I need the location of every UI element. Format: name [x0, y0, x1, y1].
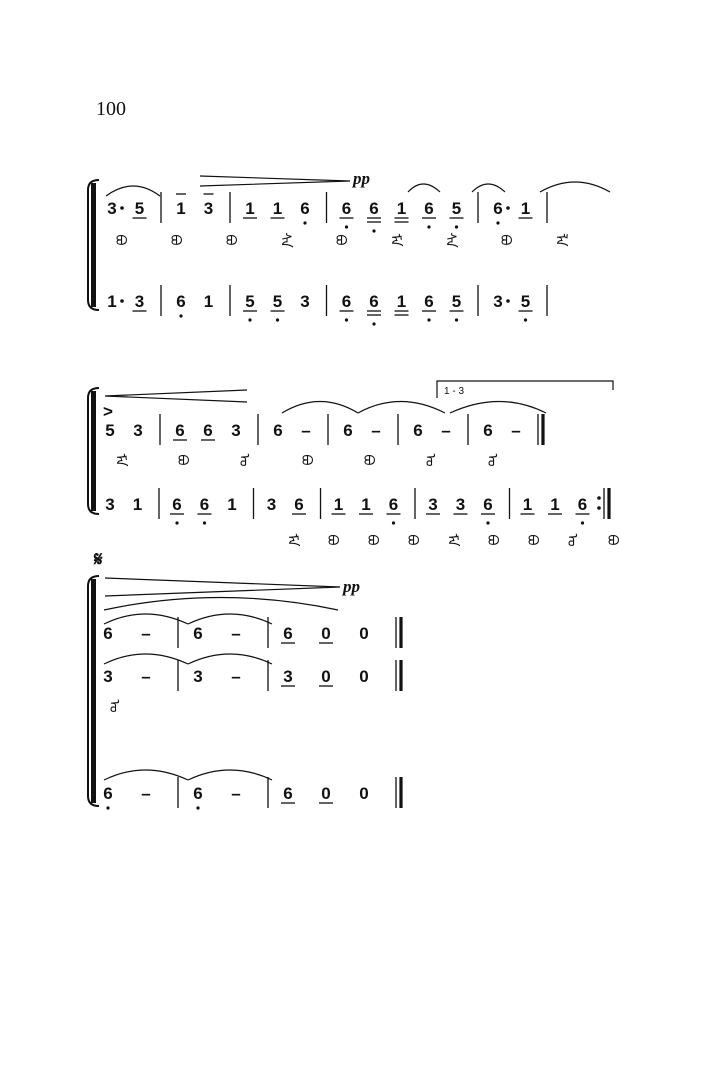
segno-sign: 𝄋: [94, 547, 103, 571]
note: 6: [273, 421, 283, 440]
hairpin-diminuendo: [200, 176, 350, 186]
lyrics-row: [112, 232, 568, 248]
octave-dot-below: [427, 318, 430, 321]
note: 3: [133, 421, 143, 440]
volta-label: 1 - 3: [444, 386, 465, 397]
octave-dot-below: [524, 318, 527, 321]
lower-voice-row: [103, 777, 401, 810]
note: 6: [483, 421, 493, 440]
note: 1: [333, 495, 344, 514]
lyric-syllable: ᠪᠣ: [360, 454, 376, 466]
octave-dot-below: [345, 225, 348, 228]
note: 0: [359, 667, 369, 686]
note: –: [441, 421, 451, 440]
note: 3: [428, 495, 438, 514]
octave-dot-below: [106, 806, 109, 809]
note: 5: [272, 292, 283, 311]
lyric-syllable: ᠣ: [422, 453, 438, 467]
hairpin-diminuendo: [105, 578, 340, 596]
dynamic-pp: pp: [343, 577, 360, 596]
slurs: [104, 598, 338, 781]
octave-dot-below: [179, 314, 182, 317]
note: 6: [203, 421, 213, 440]
note: 3: [283, 667, 293, 686]
lyric-syllable: ᠣ: [484, 453, 500, 467]
note: 6: [577, 495, 588, 514]
lyric-syllable: ᠪᠣ: [404, 534, 420, 546]
octave-dot-below: [581, 521, 584, 524]
octave-dot-below: [203, 521, 206, 524]
system-2: [88, 381, 620, 547]
note: 6: [193, 624, 203, 643]
note: 6: [341, 292, 352, 311]
note: 1: [396, 199, 407, 218]
note: 0: [359, 784, 369, 803]
note: 5: [451, 199, 462, 218]
octave-dot-below: [372, 229, 375, 232]
system-1: [88, 169, 610, 326]
upper-voice-row: [105, 414, 543, 445]
note: 1: [107, 292, 117, 311]
upper-voice-row: [103, 617, 401, 648]
augmentation-dot: [120, 299, 124, 303]
note: –: [231, 624, 241, 643]
octave-dot-below: [455, 318, 458, 321]
note: 6: [175, 421, 185, 440]
note: 6: [199, 495, 210, 514]
note: 1: [203, 292, 214, 311]
lyric-syllable: ᠪᠣ: [332, 234, 348, 246]
note: –: [301, 421, 311, 440]
note: 0: [359, 624, 369, 643]
note: 1: [520, 199, 531, 218]
lyric-syllable: ᠣ: [564, 533, 580, 547]
note: –: [231, 667, 241, 686]
octave-dot-below: [486, 521, 489, 524]
octave-dot-below: [496, 221, 499, 224]
note: 6: [193, 784, 203, 803]
note: 6: [176, 292, 186, 311]
lyric-syllable: ᠪᠣ: [167, 234, 183, 246]
note: 1: [176, 199, 186, 218]
lyric-syllable: ᠪᠣ: [524, 534, 540, 546]
note: 3: [134, 292, 145, 311]
volta-bracket: [437, 381, 613, 398]
note: –: [141, 784, 151, 803]
note: 1: [550, 495, 560, 514]
note: 0: [321, 784, 331, 803]
note: 6: [343, 421, 353, 440]
lyric-syllable: ᠰᠠ: [442, 232, 458, 248]
slurs: [282, 402, 546, 414]
repeat-dot: [597, 506, 601, 510]
lyric-syllable: ᠪᠣ: [112, 234, 128, 246]
note: 5: [245, 292, 255, 311]
note: –: [141, 667, 151, 686]
upper-voice-row: [107, 192, 547, 233]
octave-dot-below: [427, 225, 430, 228]
note: 6: [294, 495, 304, 514]
augmentation-dot: [506, 299, 510, 303]
note: 6: [483, 495, 493, 514]
lyrics-row: [106, 699, 122, 712]
note: 5: [520, 292, 531, 311]
note: 1: [227, 495, 237, 514]
note: 6: [424, 199, 434, 218]
lyric-syllable: ᠮᠠ: [112, 453, 128, 467]
note: 3: [455, 495, 466, 514]
note: 1: [245, 199, 255, 218]
octave-dot-below: [392, 521, 395, 524]
note: 6: [388, 495, 399, 514]
octave-dot-below: [175, 521, 178, 524]
lyric-syllable: ᠣ: [236, 453, 252, 467]
note: 6: [493, 199, 503, 218]
lyric-syllable: ᠯᠠ: [552, 233, 568, 247]
note: –: [511, 421, 521, 440]
note: 6: [341, 199, 352, 218]
lyric-syllable: ᠪᠣ: [497, 234, 513, 246]
lower-voice-row: [107, 285, 547, 326]
system-bracket: [91, 579, 96, 803]
repeat-dot: [597, 496, 601, 500]
note: 1: [522, 495, 533, 514]
system-bracket: [91, 183, 96, 307]
system-3: [88, 547, 401, 810]
note: 6: [172, 495, 182, 514]
note: –: [371, 421, 381, 440]
note: 6: [424, 292, 434, 311]
lyric-syllable: ᠰᠠ: [277, 232, 293, 248]
hairpin-crescendo: [105, 390, 247, 402]
octave-dot-below: [276, 318, 279, 321]
octave-dot-below: [372, 322, 375, 325]
lyrics-row: [284, 533, 620, 546]
lyric-syllable: ᠮᠠ: [444, 533, 460, 547]
note: 3: [493, 292, 503, 311]
lyric-syllable: ᠪᠣ: [324, 534, 340, 546]
note: 3: [107, 199, 117, 218]
note: 3: [103, 667, 113, 686]
lyric-syllable: ᠪᠣ: [484, 534, 500, 546]
lyric-syllable: ᠪᠣ: [222, 234, 238, 246]
lyric-syllable: ᠣ: [106, 699, 122, 713]
note: 6: [300, 199, 310, 218]
note: 3: [300, 292, 310, 311]
lyric-syllable: ᠪᠣ: [174, 454, 190, 466]
lyric-syllable: ᠮᠠ: [387, 233, 403, 247]
augmentation-dot: [120, 206, 124, 210]
note: 5: [105, 421, 115, 440]
dynamic-pp: pp: [353, 169, 370, 188]
lyric-syllable: ᠪᠣ: [604, 534, 620, 546]
octave-dot-below: [455, 225, 458, 228]
note: 3: [203, 199, 214, 218]
lyrics-row: [112, 453, 500, 466]
lower-voice-row: [105, 488, 609, 525]
note: 1: [132, 495, 143, 514]
note: 6: [103, 784, 113, 803]
note: 6: [369, 292, 379, 311]
note: 3: [193, 667, 203, 686]
lyric-syllable: ᠮᠠ: [284, 533, 300, 547]
note: 1: [396, 292, 407, 311]
lyric-syllable: ᠪᠣ: [364, 534, 380, 546]
note: –: [231, 784, 241, 803]
note: 0: [321, 624, 331, 643]
octave-dot-below: [345, 318, 348, 321]
note: 1: [272, 199, 283, 218]
note: 3: [231, 421, 241, 440]
augmentation-dot: [506, 206, 510, 210]
note: 3: [266, 495, 277, 514]
octave-dot-below: [248, 318, 251, 321]
note: 6: [283, 624, 293, 643]
page-number: 100: [96, 98, 126, 120]
octave-dot-below: [303, 221, 306, 224]
note: 6: [369, 199, 379, 218]
note: –: [141, 624, 151, 643]
note: 5: [451, 292, 462, 311]
lyric-syllable: ᠪᠣ: [298, 454, 314, 466]
middle-voice-row: [103, 660, 401, 691]
note: 5: [134, 199, 145, 218]
octave-dot-below: [196, 806, 199, 809]
note: 6: [103, 624, 113, 643]
note: 6: [413, 421, 423, 440]
system-bracket: [91, 391, 96, 511]
note: 0: [321, 667, 331, 686]
note: 1: [361, 495, 371, 514]
note: 3: [105, 495, 115, 514]
note: 6: [283, 784, 293, 803]
accent-mark: >: [103, 402, 113, 421]
